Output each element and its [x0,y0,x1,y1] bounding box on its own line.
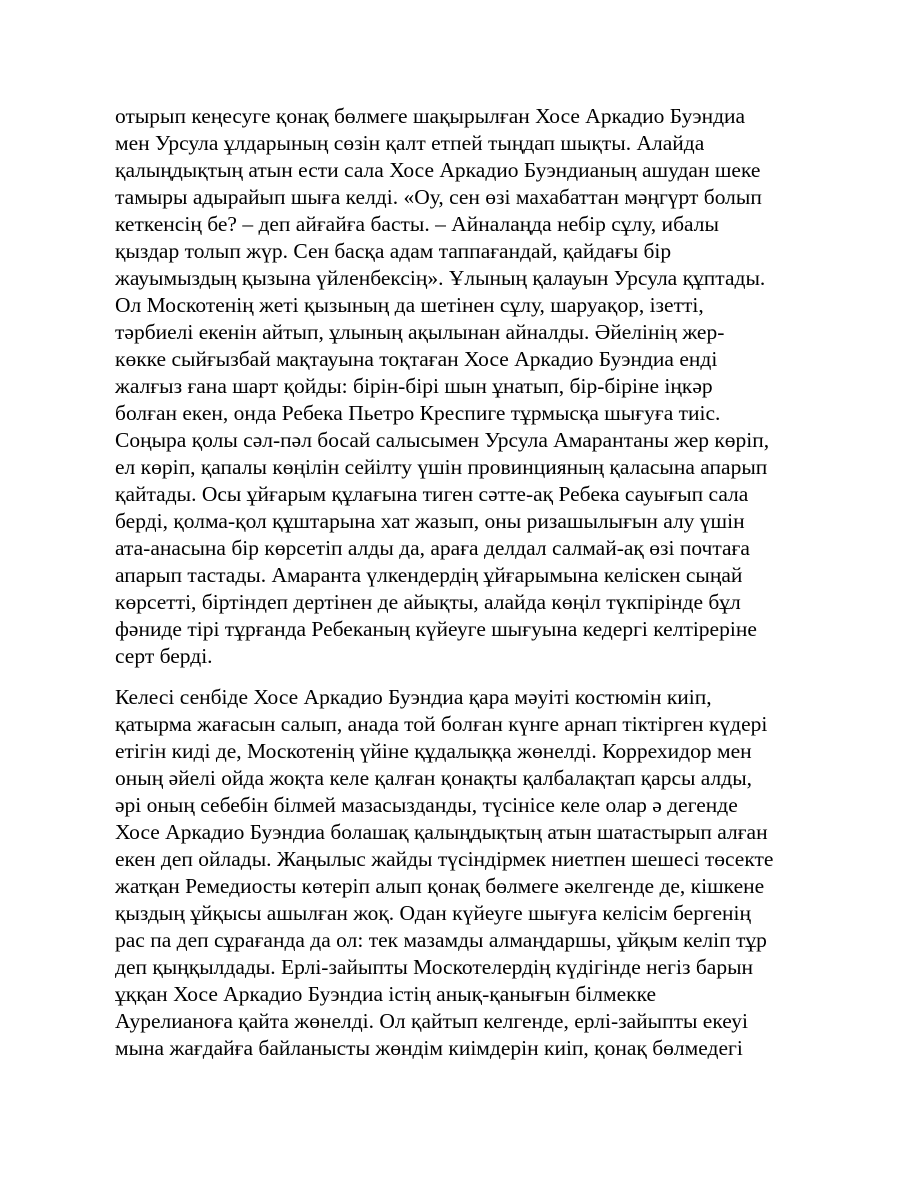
text-line: мен Урсула ұлдарының сөзін қалт етпей тыңдап шықты. Алайда [115,131,705,155]
text-line: кеткенсің бе? – деп айғайға басты. – Айналаңда небір сұлу, ибалы [115,212,719,236]
paragraph [115,103,855,670]
text-line: Келесі сенбіде Хосе Аркадио Буэндиа қара мәуіті костюмін киіп, [115,685,712,709]
text-line: фәниде тірі тұрғанда Ребеканың күйеуге шығуына кедергі келтіреріне [115,617,757,641]
text-line: Ол Москотенің жеті қызының да шетінен сұлу, шаруақор, ізетті, [115,293,704,317]
text-line: ел көріп, қапалы көңілін сейілту үшін провинцияның қаласына апарып [115,455,768,479]
text-line: көкке сыйғызбай мақтауына тоқтаған Хосе Аркадио Буэндиа енді [115,347,718,371]
text-line: берді, қолма-қол құштарына хат жазып, оны ризашылығын алу үшін [115,509,745,533]
text-line: жауымыздың қызына үйленбексің». Ұлының қалауын Урсула құптады. [115,266,766,290]
text-line: қатырма жағасын салып, анада той болған күнге арнап тіктірген күдері [115,712,768,736]
text-line: жатқан Ремедиосты көтеріп алып қонақ бөлмеге әкелгенде де, кішкене [115,874,765,898]
text-line: жалғыз ғана шарт қойды: бірін-бірі шын ұнатып, бір-біріне іңкәр [115,374,713,398]
text-line: апарып тастады. Амаранта үлкендердің ұйғарымына келіскен сыңай [115,563,743,587]
text-line: қыздар толып жүр. Сен басқа адам таппағандай, қайдағы бір [115,239,672,263]
text-line: оның әйелі ойда жоқта келе қалған қонақты қалбалақтап қарсы алды, [115,766,753,790]
text-line: ата-анасына бір көрсетіп алды да, араға делдал салмай-ақ өзі почтаға [115,536,750,560]
text-line: тамыры адырайып шыға келді. «Оу, сен өзі махабаттан мәңгүрт болып [115,185,762,209]
text-line: Хосе Аркадио Буэндиа болашақ қалыңдықтың атын шатастырып алған [115,820,768,844]
text-line: болған екен, онда Ребека Пьетро Креспиге тұрмысқа шығуға тиіс. [115,401,721,425]
text-line: Аурелианоға қайта жөнелді. Ол қайтып келгенде, ерлі-зайыпты екеуі [115,1009,748,1033]
text-line: серт берді. [115,644,213,668]
text-line: мына жағдайға байланысты жөндім киімдерін киіп, қонақ бөлмедегі [115,1036,743,1060]
text-line: қалыңдықтың атын ести сала Хосе Аркадио Буэндианың ашудан шеке [115,158,761,182]
text-line: тәрбиелі екенін айтып, ұлының ақылынан айналды. Әйелінің жер- [115,320,725,344]
text-line: рас па деп сұрағанда да ол: тек мазамды алмаңдаршы, ұйқым келіп тұр [115,928,767,952]
text-line: қайтады. Осы ұйғарым құлағына тиген сәтте-ақ Ребека сауығып сала [115,482,749,506]
text-line: екен деп ойлады. Жаңылыс жайды түсіндірмек ниетпен шешесі төсекте [115,847,774,871]
text-line: деп қыңқылдады. Ерлі-зайыпты Москотелердің күдігінде негіз барын [115,955,754,979]
text-line: ұққан Хосе Аркадио Буэндиа істің анық-қанығын білмекке [115,982,657,1006]
paragraph [115,684,855,1062]
text-block [115,103,855,1076]
text-line: қыздың ұйқысы ашылған жоқ. Одан күйеуге шығуға келісім бергенің [115,901,752,925]
text-line: әрі оның себебін білмей мазасызданды, түсінісе келе олар ә дегенде [115,793,738,817]
text-line: отырып кеңесуге қонақ бөлмеге шақырылған Хосе Аркадио Буэндиа [115,104,746,128]
text-line: көрсетті, біртіндеп дертінен де айықты, алайда көңіл түкпірінде бұл [115,590,741,614]
text-line: Соңыра қолы сәл-пәл босай салысымен Урсула Амарантаны жер көріп, [115,428,770,452]
text-line: етігін киді де, Москотенің үйіне құдалыққа жөнелді. Коррехидор мен [115,739,752,763]
